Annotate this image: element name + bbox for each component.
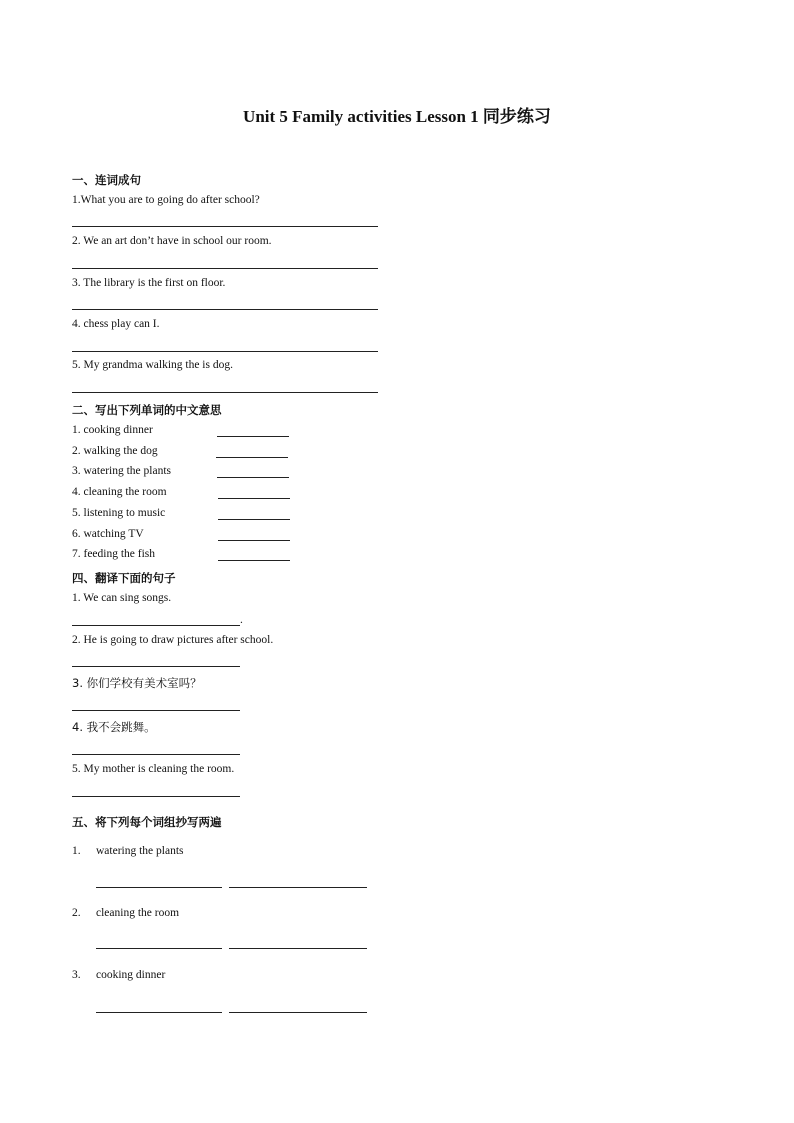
section-1-heading: 一、连词成句 [72,173,141,187]
s4-answer-line-2[interactable] [72,666,240,667]
s1-question-3: 3. The library is the first on floor. [72,277,226,289]
s5-item-number-2: 2. [72,907,81,919]
s4-sentence-5: 5. My mother is cleaning the room. [72,763,235,775]
s5-phrase-2: cleaning the room [96,907,180,919]
s2-answer-line-6[interactable] [218,540,290,541]
s1-answer-line-3[interactable] [72,309,378,310]
s5-copy-line-2b[interactable] [229,948,367,949]
s5-copy-line-3b[interactable] [229,1012,367,1013]
s2-phrase-7: 7. feeding the fish [72,548,156,560]
s2-answer-line-2[interactable] [216,457,288,458]
s5-copy-line-1b[interactable] [229,887,367,888]
s4-answer-line-1[interactable] [72,625,240,626]
s1-answer-line-2[interactable] [72,268,378,269]
section-5-heading: 五、将下列每个词组抄写两遍 [72,815,222,829]
s1-question-5: 5. My grandma walking the is dog. [72,359,233,371]
s4-answer-line-4[interactable] [72,754,240,755]
s2-answer-line-4[interactable] [218,498,290,499]
s1-question-2: 2. We an art don’t have in school our room. [72,235,272,247]
s1-answer-line-5[interactable] [72,392,378,393]
s5-copy-line-1a[interactable] [96,887,222,888]
s5-phrase-3: cooking dinner [96,969,166,981]
s2-answer-line-7[interactable] [218,560,290,561]
s5-phrase-1: watering the plants [96,845,184,857]
s4-answer-period: . [240,614,243,626]
s1-answer-line-1[interactable] [72,226,378,227]
s5-item-number-3: 3. [72,969,81,981]
s2-phrase-3: 3. watering the plants [72,465,172,477]
s4-sentence-4: 4. 我不会跳舞。 [72,720,156,734]
s1-question-4: 4. chess play can I. [72,318,160,330]
s4-sentence-1: 1. We can sing songs. [72,592,172,604]
s4-sentence-3: 3. 你们学校有美术室吗？ [72,676,202,690]
s2-answer-line-3[interactable] [217,477,289,478]
s4-answer-line-3[interactable] [72,710,240,711]
s5-copy-line-3a[interactable] [96,1012,222,1013]
s2-phrase-1: 1. cooking dinner [72,424,153,436]
s1-answer-line-4[interactable] [72,351,378,352]
s2-phrase-4: 4. cleaning the room [72,486,167,498]
page-title: Unit 5 Family activities Lesson 1 同步练习 [243,107,551,126]
s1-question-1: 1.What you are to going do after school? [72,194,260,206]
section-4-heading: 四、翻译下面的句子 [72,571,176,585]
s4-answer-line-5[interactable] [72,796,240,797]
s2-answer-line-1[interactable] [217,436,289,437]
s5-item-number-1: 1. [72,845,81,857]
s4-sentence-2: 2. He is going to draw pictures after school. [72,634,274,646]
section-2-heading: 二、写出下列单词的中文意思 [72,403,222,417]
s2-answer-line-5[interactable] [218,519,290,520]
s2-phrase-5: 5. listening to music [72,507,166,519]
s2-phrase-6: 6. watching TV [72,528,144,540]
s5-copy-line-2a[interactable] [96,948,222,949]
s2-phrase-2: 2. walking the dog [72,445,158,457]
